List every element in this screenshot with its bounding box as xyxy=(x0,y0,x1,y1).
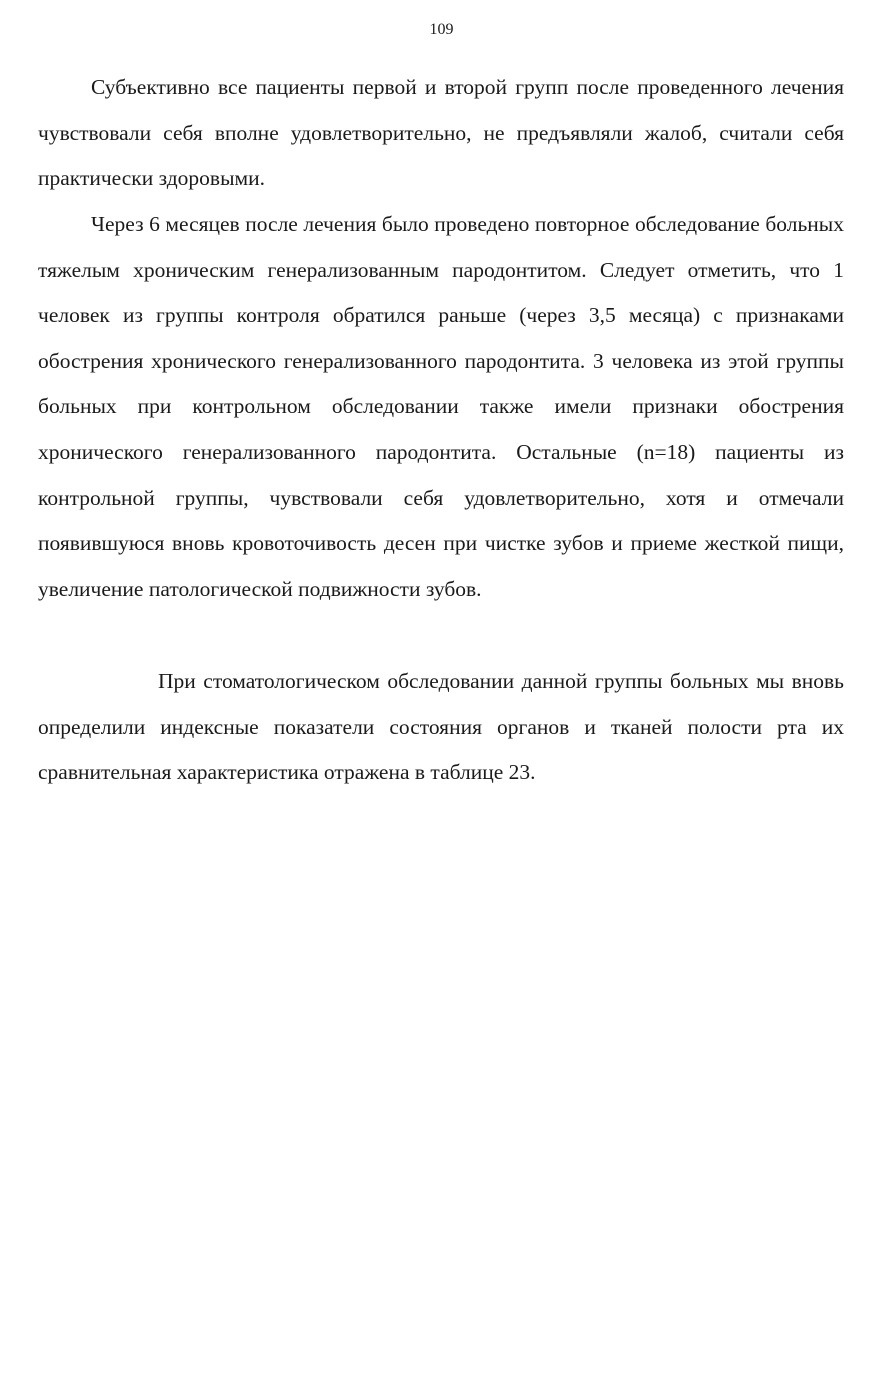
page-number: 109 xyxy=(429,21,454,38)
paragraph-1: Субъективно все пациенты первой и второй групп после проведенного лечения чувствовали себя вполне удовлетворительно, не предъявляли жалоб, считали себя практически здоровыми. xyxy=(38,75,844,191)
paragraph-3: При стоматологическом обследовании данной группы больных мы вновь определили индексные показатели состояния органов и тканей полости рта их сравнительная характеристика отражена в таблице 23. xyxy=(38,669,844,785)
paragraph-2: Через 6 месяцев после лечения было проведено повторное обследование больных тяжелым хроническим генерализованным пародонтитом. Следует отметить, что 1 человек из группы контроля обратился раньше (через 3,5 месяца) с признаками обострения хронического генерализованного пародонтита. 3 человека из этой группы больных при контрольном обследовании также имели признаки обострения хронического генерализованного пародонтита. Остальные (n=18) пациенты из контрольной группы, чувствовали себя удовлетворительно, хотя и отмечали появившуюся вновь кровоточивость десен при чистке зубов и приеме жесткой пищи, увеличение патологической подвижности зубов. xyxy=(38,212,844,601)
